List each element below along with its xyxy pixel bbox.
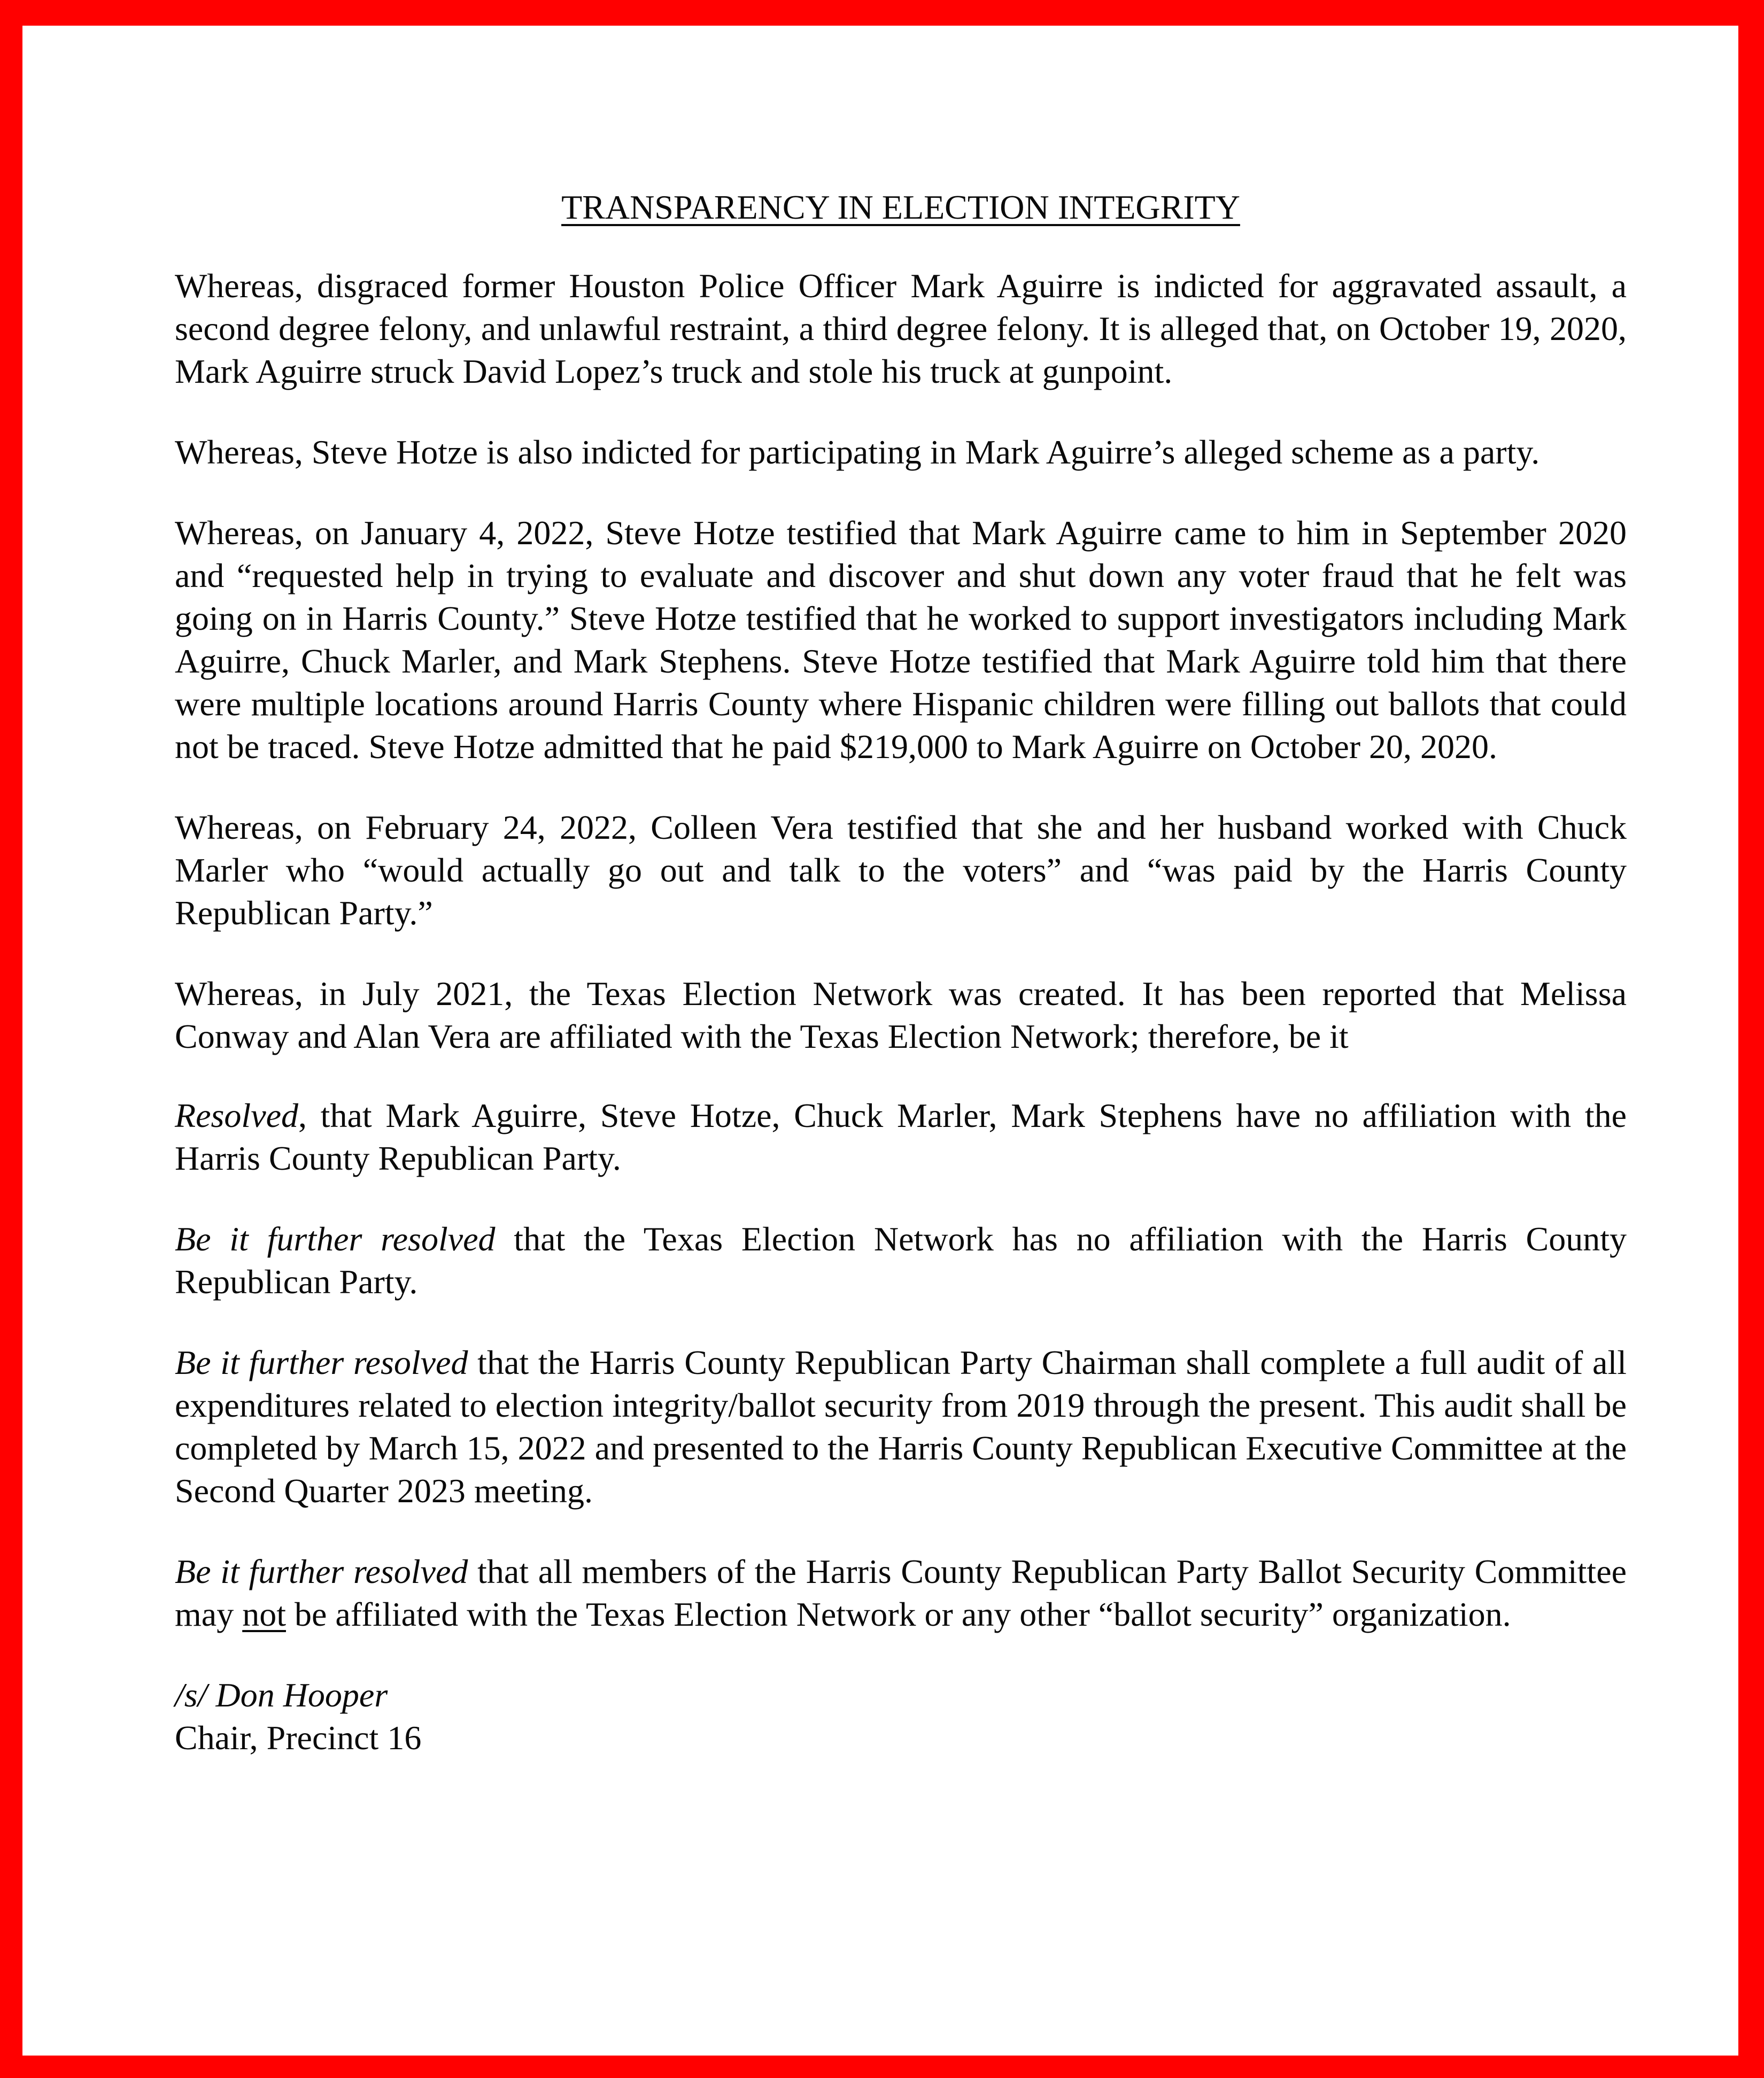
resolved-text: be affiliated with the Texas Election Network or any other “ballot security” organization. [285,1595,1511,1633]
underlined-not: not [242,1595,286,1633]
resolved-lead: Be it further resolved [175,1552,468,1590]
resolved-paragraph-3 [175,1341,1627,1512]
resolved-text: , that Mark Aguirre, Steve Hotze, Chuck Marler, Mark Stephens have no affiliation with the Harris County Republican Party. [175,1096,1627,1177]
resolved-lead: Be it further resolved [175,1220,496,1258]
signature: /s/ Don Hooper [175,1676,388,1714]
whereas-paragraph-2: Whereas, Steve Hotze is also indicted for participating in Mark Aguirre’s alleged scheme as a party. [175,433,1540,471]
whereas-paragraph-1: Whereas, disgraced former Houston Police Officer Mark Aguirre is indicted for aggravated assault, a second degree felony, and unlawful restraint, a third degree felony. It is alleged that, on October 19, 2020, Mark Aguirre struck David Lopez’s truck and stole his truck at gunpoint. [175,267,1627,390]
resolved-paragraph-4 [175,1550,1627,1636]
resolved-text: that the Texas Election Network has no affiliation with the Harris County Republican Party. [175,1220,1627,1301]
resolved-text: that all members of the Harris County Republican Party Ballot Security Committee may [175,1552,1627,1633]
whereas-paragraph-4: Whereas, on February 24, 2022, Colleen Vera testified that she and her husband worked with Chuck Marler who “would actually go out and talk to the voters” and “was paid by the Harris County Republican Party.” [175,808,1627,932]
document-title: TRANSPARENCY IN ELECTION INTEGRITY [561,188,1240,226]
signature-block [175,1674,1627,1759]
resolved-paragraph-2 [175,1218,1627,1303]
resolved-text: that the Harris County Republican Party Chairman shall complete a full audit of all expenditures related to election integrity/ballot security from 2019 through the present. This audit shall be completed by March 15, 2022 and presented to the Harris County Republican Executive Committee at the Second Quarter 2023 meeting. [175,1343,1627,1510]
resolved-lead: Be it further resolved [175,1343,468,1381]
whereas-paragraph-5: Whereas, in July 2021, the Texas Election Network was created. It has been reported that Melissa Conway and Alan Vera are affiliated with the Texas Election Network; therefore, be it [175,975,1627,1055]
signer-title: Chair, Precinct 16 [175,1719,422,1757]
resolution-document [175,186,1627,1759]
resolved-lead: Resolved [175,1096,298,1134]
whereas-paragraph-3: Whereas, on January 4, 2022, Steve Hotze testified that Mark Aguirre came to him in September 2020 and “requested help in trying to evaluate and discover and shut down any voter fraud that he felt was going on in Harris County.” Steve Hotze testified that he worked to support investigators including Mark Aguirre, Chuck Marler, and Mark Stephens. Steve Hotze testified that Mark Aguirre told him that there were multiple locations around Harris County where Hispanic children were filling out ballots that could not be traced. Steve Hotze admitted that he paid $219,000 to Mark Aguirre on October 20, 2020. [175,514,1627,766]
resolved-paragraph-1 [175,1094,1627,1180]
